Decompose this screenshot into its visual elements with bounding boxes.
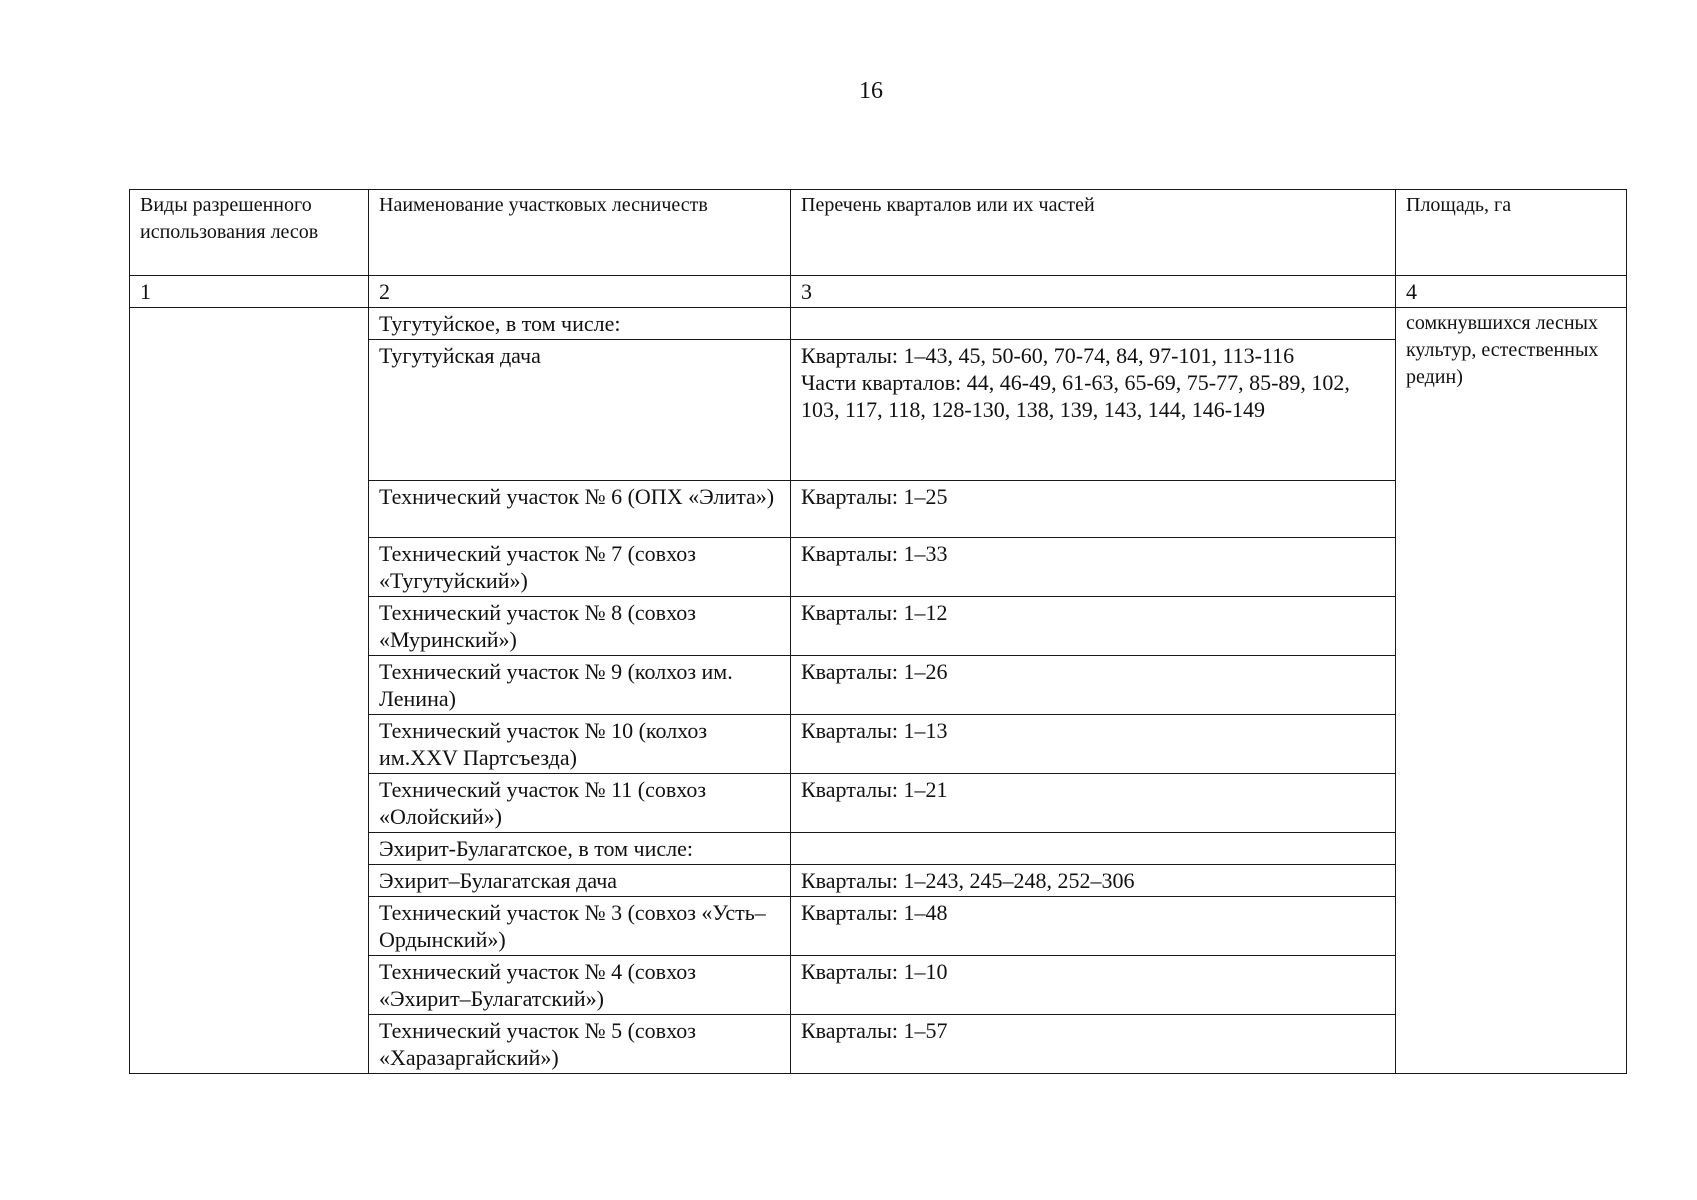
forestry-name: Эхирит–Булагатская дача [369, 865, 791, 897]
quarters-list [791, 833, 1396, 865]
forestry-name: Технический участок № 6 (ОПХ «Элита») [369, 481, 791, 538]
quarters-list: Кварталы: 1–12 [791, 597, 1396, 656]
quarters-list: Кварталы: 1–33 [791, 538, 1396, 597]
quarters-list: Кварталы: 1–25 [791, 481, 1396, 538]
forestry-name: Технический участок № 9 (колхоз им. Ленина) [369, 656, 791, 715]
quarters-list: Кварталы: 1–243, 245–248, 252–306 [791, 865, 1396, 897]
page-number: 16 [859, 78, 883, 104]
table-row [130, 308, 1627, 340]
forestry-name: Технический участок № 8 (совхоз «Муринский») [369, 597, 791, 656]
forestry-name: Технический участок № 10 (колхоз им.XXV Партсъезда) [369, 715, 791, 774]
column-number-2: 2 [369, 276, 791, 308]
header-area: Площадь, га [1396, 190, 1627, 276]
quarters-list [791, 340, 1396, 481]
forestry-name: Технический участок № 7 (совхоз «Тугутуйский») [369, 538, 791, 597]
forestry-name: Технический участок № 5 (совхоз «Харазаргайский») [369, 1015, 791, 1074]
quarters-parts: Части кварталов: 44, 46-49, 61-63, 65-69, 75-77, 85-89, 102, 103, 117, 118, 128-130, 138, 139, 143, 144, 146-149 [801, 370, 1350, 422]
forest-use-type-cell [130, 308, 369, 1074]
forestry-name: Технический участок № 4 (совхоз «Эхирит–Булагатский») [369, 956, 791, 1015]
quarters-list: Кварталы: 1–13 [791, 715, 1396, 774]
column-number-1: 1 [130, 276, 369, 308]
column-number-3: 3 [791, 276, 1396, 308]
quarters-list [791, 308, 1396, 340]
forestry-name: Эхирит-Булагатское, в том числе: [369, 833, 791, 865]
header-quarters-list: Перечень кварталов или их частей [791, 190, 1396, 276]
forest-quarters-table [129, 189, 1627, 1074]
area-note-text: сомкнувшихся лесных культур, естественных редин) [1406, 312, 1599, 388]
area-note [1396, 308, 1627, 1074]
quarters-list: Кварталы: 1–21 [791, 774, 1396, 833]
forestry-name: Технический участок № 3 (совхоз «Усть–Ордынский») [369, 897, 791, 956]
table-header-row [130, 190, 1627, 276]
column-number-row [130, 276, 1627, 308]
quarters-list: Кварталы: 1–48 [791, 897, 1396, 956]
forestry-name: Тугутуйское, в том числе: [369, 308, 791, 340]
forestry-name: Тугутуйская дача [369, 340, 791, 481]
quarters-list: Кварталы: 1–10 [791, 956, 1396, 1015]
quarters-list: Кварталы: 1–26 [791, 656, 1396, 715]
column-number-4: 4 [1396, 276, 1627, 308]
forestry-name: Технический участок № 11 (совхоз «Олойский») [369, 774, 791, 833]
quarters-full: Кварталы: 1–43, 45, 50-60, 70-74, 84, 97-101, 113-116 [801, 343, 1295, 368]
header-forest-use-types: Виды разрешенного использования лесов [130, 190, 369, 276]
quarters-list: Кварталы: 1–57 [791, 1015, 1396, 1074]
header-forestry-names: Наименование участковых лесничеств [369, 190, 791, 276]
